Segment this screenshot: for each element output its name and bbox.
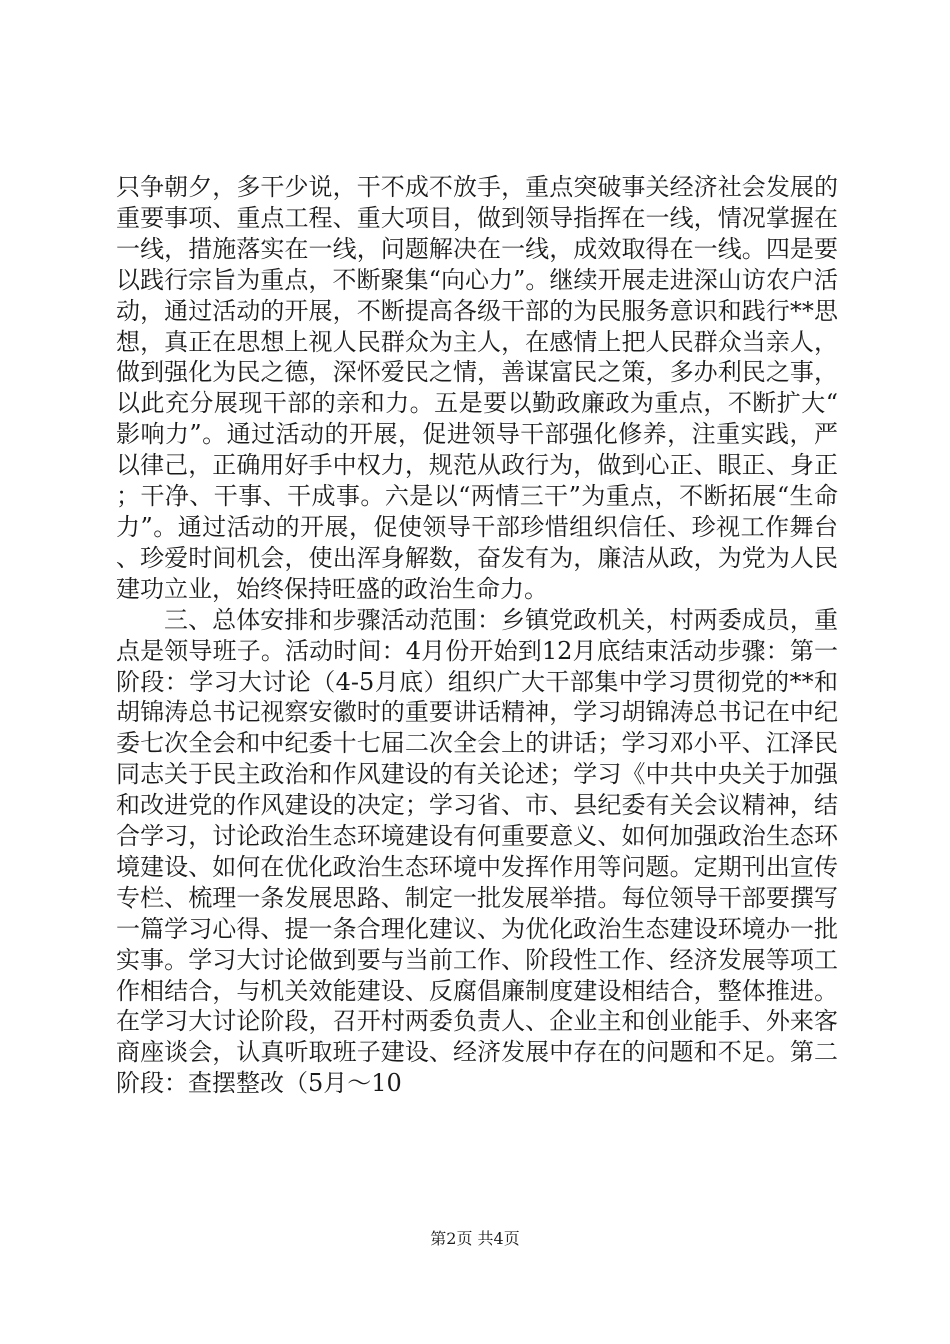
document-body	[116, 172, 838, 1099]
paragraph-1: 只争朝夕，多干少说，干不成不放手，重点突破事关经济社会发展的重要事项、重点工程、重大项目，做到领导指挥在一线，情况掌握在一线，措施落实在一线，问题解决在一线，成效取得在一线。四是要以践行宗旨为重点，不断聚集“向心力”。继续开展走进深山访农户活动，通过活动的开展，不断提高各级干部的为民服务意识和践行**思想，真正在思想上视人民群众为主人，在感情上把人民群众当亲人，做到强化为民之德，深怀爱民之情，善谋富民之策，多办利民之事，以此充分展现干部的亲和力。五是要以勤政廉政为重点，不断扩大“影响力”。通过活动的开展，促进领导干部强化修养，注重实践，严以律己，正确用好手中权力，规范从政行为，做到心正、眼正、身正；干净、干事、干成事。六是以“两情三干”为重点，不断拓展“生命力”。通过活动的开展，促使领导干部珍惜组织信任、珍视工作舞台、珍爱时间机会，使出浑身解数，奋发有为，廉洁从政，为党为人民建功立业，始终保持旺盛的政治生命力。	[116, 173, 838, 603]
paragraph-2: 三、总体安排和步骤活动范围：乡镇党政机关，村两委成员，重点是领导班子。活动时间：4月份开始到12月底结束活动步骤：第一阶段：学习大讨论（4-5月底）组织广大干部集中学习贯彻党的**和胡锦涛总书记视察安徽时的重要讲话精神，学习胡锦涛总书记在中纪委七次全会和中纪委十七届二次全会上的讲话；学习邓小平、江泽民同志关于民主政治和作风建设的有关论述；学习《中共中央关于加强和改进党的作风建设的决定；学习省、市、县纪委有关会议精神，结合学习，讨论政治生态环境建设有何重要意义、如何加强政治生态环境建设、如何在优化政治生态环境中发挥作用等问题。定期刊出宣传专栏、梳理一条发展思路、制定一批发展举措。每位领导干部要撰写一篇学习心得、提一条合理化建议、为优化政治生态建设环境办一批实事。学习大讨论做到要与当前工作、阶段性工作、经济发展等项工作相结合，与机关效能建设、反腐倡廉制度建设相结合，整体推进。在学习大讨论阶段，召开村两委负责人、企业主和创业能手、外来客商座谈会，认真听取班子建设、经济发展中存在的问题和不足。第二阶段：查摆整改（5月～10	[116, 605, 838, 1098]
page-number-footer: 第2页 共4页	[430, 1229, 520, 1248]
